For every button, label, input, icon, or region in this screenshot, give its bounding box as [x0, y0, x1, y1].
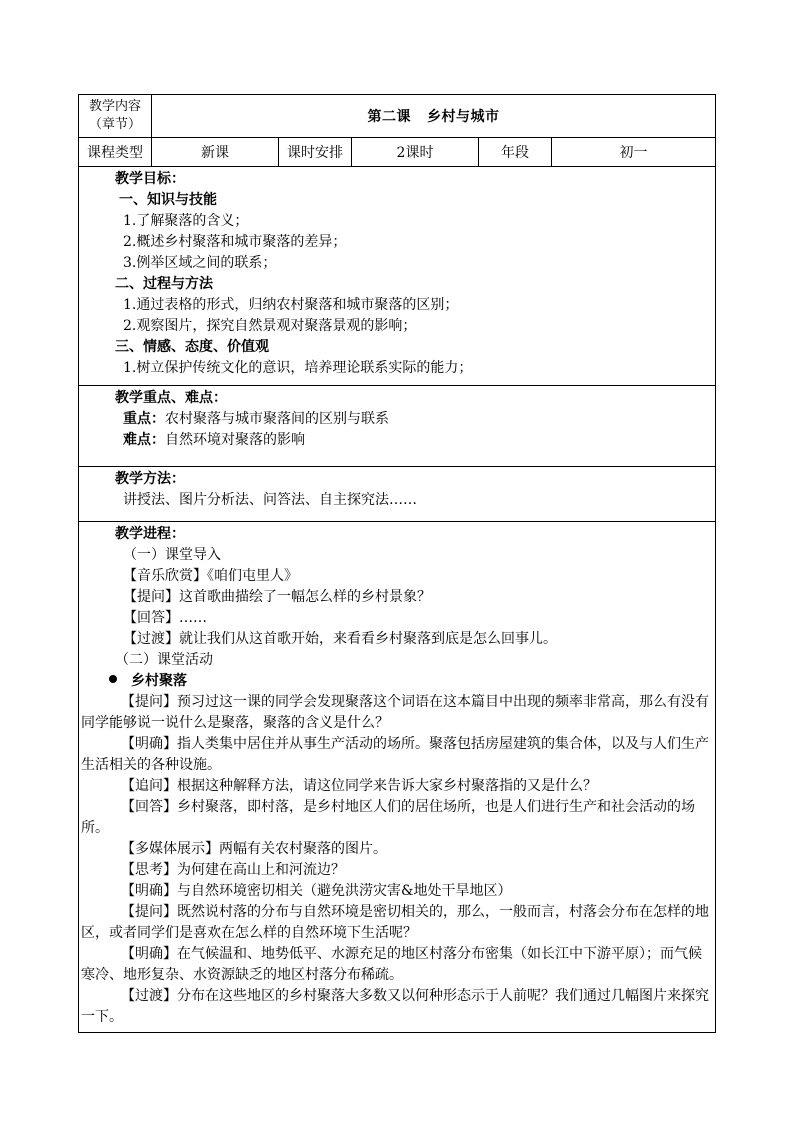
objectives-cell: [79, 167, 716, 386]
focus-row: [79, 386, 716, 467]
header-row: [79, 95, 716, 138]
methods-text: 讲授法、图片分析法、问答法、自主探究法……: [123, 492, 417, 508]
process-paragraph: 【思考】为何建在高山上和河流边？: [121, 862, 345, 878]
process-line: 【回答】……: [123, 610, 207, 626]
lesson-title-b: 乡村与城市: [427, 109, 500, 125]
process-paragraph: 【提问】既然说村落的分布与自然环境是密切相关的，那么，一般而言，村落会分布在怎样的地区，或者同学们是喜欢在怎么样的自然环境下生活呢？: [81, 904, 709, 941]
focus-heading: 教学重点、难点：: [115, 390, 227, 406]
schedule-label: 课时安排: [279, 138, 352, 167]
process-line: 【音乐欣赏】《咱们屯里人》: [123, 568, 298, 584]
objectives-s1-item: 2.概述乡村聚落和城市聚落的差异；: [123, 234, 347, 250]
process-paragraph: 【多媒体展示】两幅有关农村聚落的图片。: [121, 841, 387, 857]
grade-label: 年段: [479, 138, 552, 167]
objectives-s3-item: 1.树立保护传统文化的意识，培养理论联系实际的能力；: [123, 360, 473, 376]
objectives-s1-item: 1.了解聚落的含义；: [123, 213, 249, 229]
difficult-point-label: 难点：: [123, 432, 165, 448]
process-paragraph: 【追问】根据这种解释方法，请这位同学来告诉大家乡村聚落指的又是什么？: [121, 778, 597, 794]
process-cell: [79, 522, 716, 1033]
process-heading: 教学进程：: [115, 526, 185, 542]
objectives-s1-title: 一、知识与技能: [119, 192, 217, 208]
content-label-1: 教学内容: [88, 99, 141, 114]
grade-value: 初一: [552, 138, 716, 167]
objectives-heading: 教学目标：: [115, 171, 185, 187]
type-value: 新课: [152, 138, 279, 167]
methods-row: [79, 467, 716, 522]
lesson-title-a: 第二课: [367, 109, 411, 125]
bullet-title: 乡村聚落: [131, 673, 187, 689]
process-part1: （一）课堂导入: [123, 547, 221, 563]
process-part2: （二）课堂活动: [115, 652, 213, 668]
methods-cell: [79, 467, 716, 522]
lesson-plan-page: [78, 94, 715, 1033]
process-row: [79, 522, 716, 1033]
content-label-2: （章节）: [88, 117, 141, 132]
process-paragraph: 【提问】预习过这一课的同学会发现聚落这个词语在这本篇目中出现的频率非常高，那么有没有同学能够说一说什么是聚落，聚落的含义是什么？: [81, 694, 709, 731]
objectives-row: [79, 167, 716, 386]
lesson-title: [152, 95, 716, 138]
process-line: 【提问】这首歌曲描绘了一幅怎么样的乡村景象？: [123, 589, 431, 605]
lesson-plan-table: [78, 94, 716, 1033]
objectives-s2-item: 1.通过表格的形式，归纳农村聚落和城市聚落的区别；: [123, 297, 459, 313]
schedule-value: 2课时: [352, 138, 479, 167]
difficult-point-text: 自然环境对聚落的影响: [165, 432, 305, 448]
methods-heading: 教学方法：: [115, 471, 185, 487]
process-paragraph: 【明确】在气候温和、地势低平、水源充足的地区村落分布密集（如长江中下游平原）；而气候寒冷、地形复杂、水资源缺乏的地区村落分布稀疏。: [81, 946, 702, 983]
objectives-s2-item: 2.观察图片，探究自然景观对聚落景观的影响；: [123, 318, 417, 334]
type-label: 课程类型: [79, 138, 152, 167]
bullet-dot-icon: [109, 675, 117, 683]
key-point-text: 农村聚落与城市聚落间的区别与联系: [165, 411, 389, 427]
process-line: 【过渡】就让我们从这首歌开始，来看看乡村聚落到底是怎么回事儿。: [123, 631, 557, 647]
process-paragraph: 【明确】指人类集中居住并从事生产活动的场所。聚落包括房屋建筑的集合体，以及与人们生产生活相关的各种设施。: [81, 736, 709, 773]
objectives-s1-item: 3.例举区域之间的联系；: [123, 255, 277, 271]
objectives-s2-title: 二、过程与方法: [115, 276, 213, 292]
process-paragraph: 【过渡】分布在这些地区的乡村聚落大多数又以何种形态示于人前呢？我们通过几幅图片来探究一下。: [81, 988, 709, 1025]
info-row: [79, 138, 716, 167]
key-point-label: 重点：: [123, 411, 165, 427]
focus-cell: [79, 386, 716, 467]
process-paragraph: 【回答】乡村聚落，即村落，是乡村地区人们的居住场所，也是人们进行生产和社会活动的场所。: [81, 799, 695, 836]
objectives-s3-title: 三、情感、态度、价值观: [115, 339, 269, 355]
content-label-cell: [79, 95, 152, 138]
process-paragraph: 【明确】与自然环境密切相关（避免洪涝灾害&地处干旱地区）: [121, 883, 512, 899]
